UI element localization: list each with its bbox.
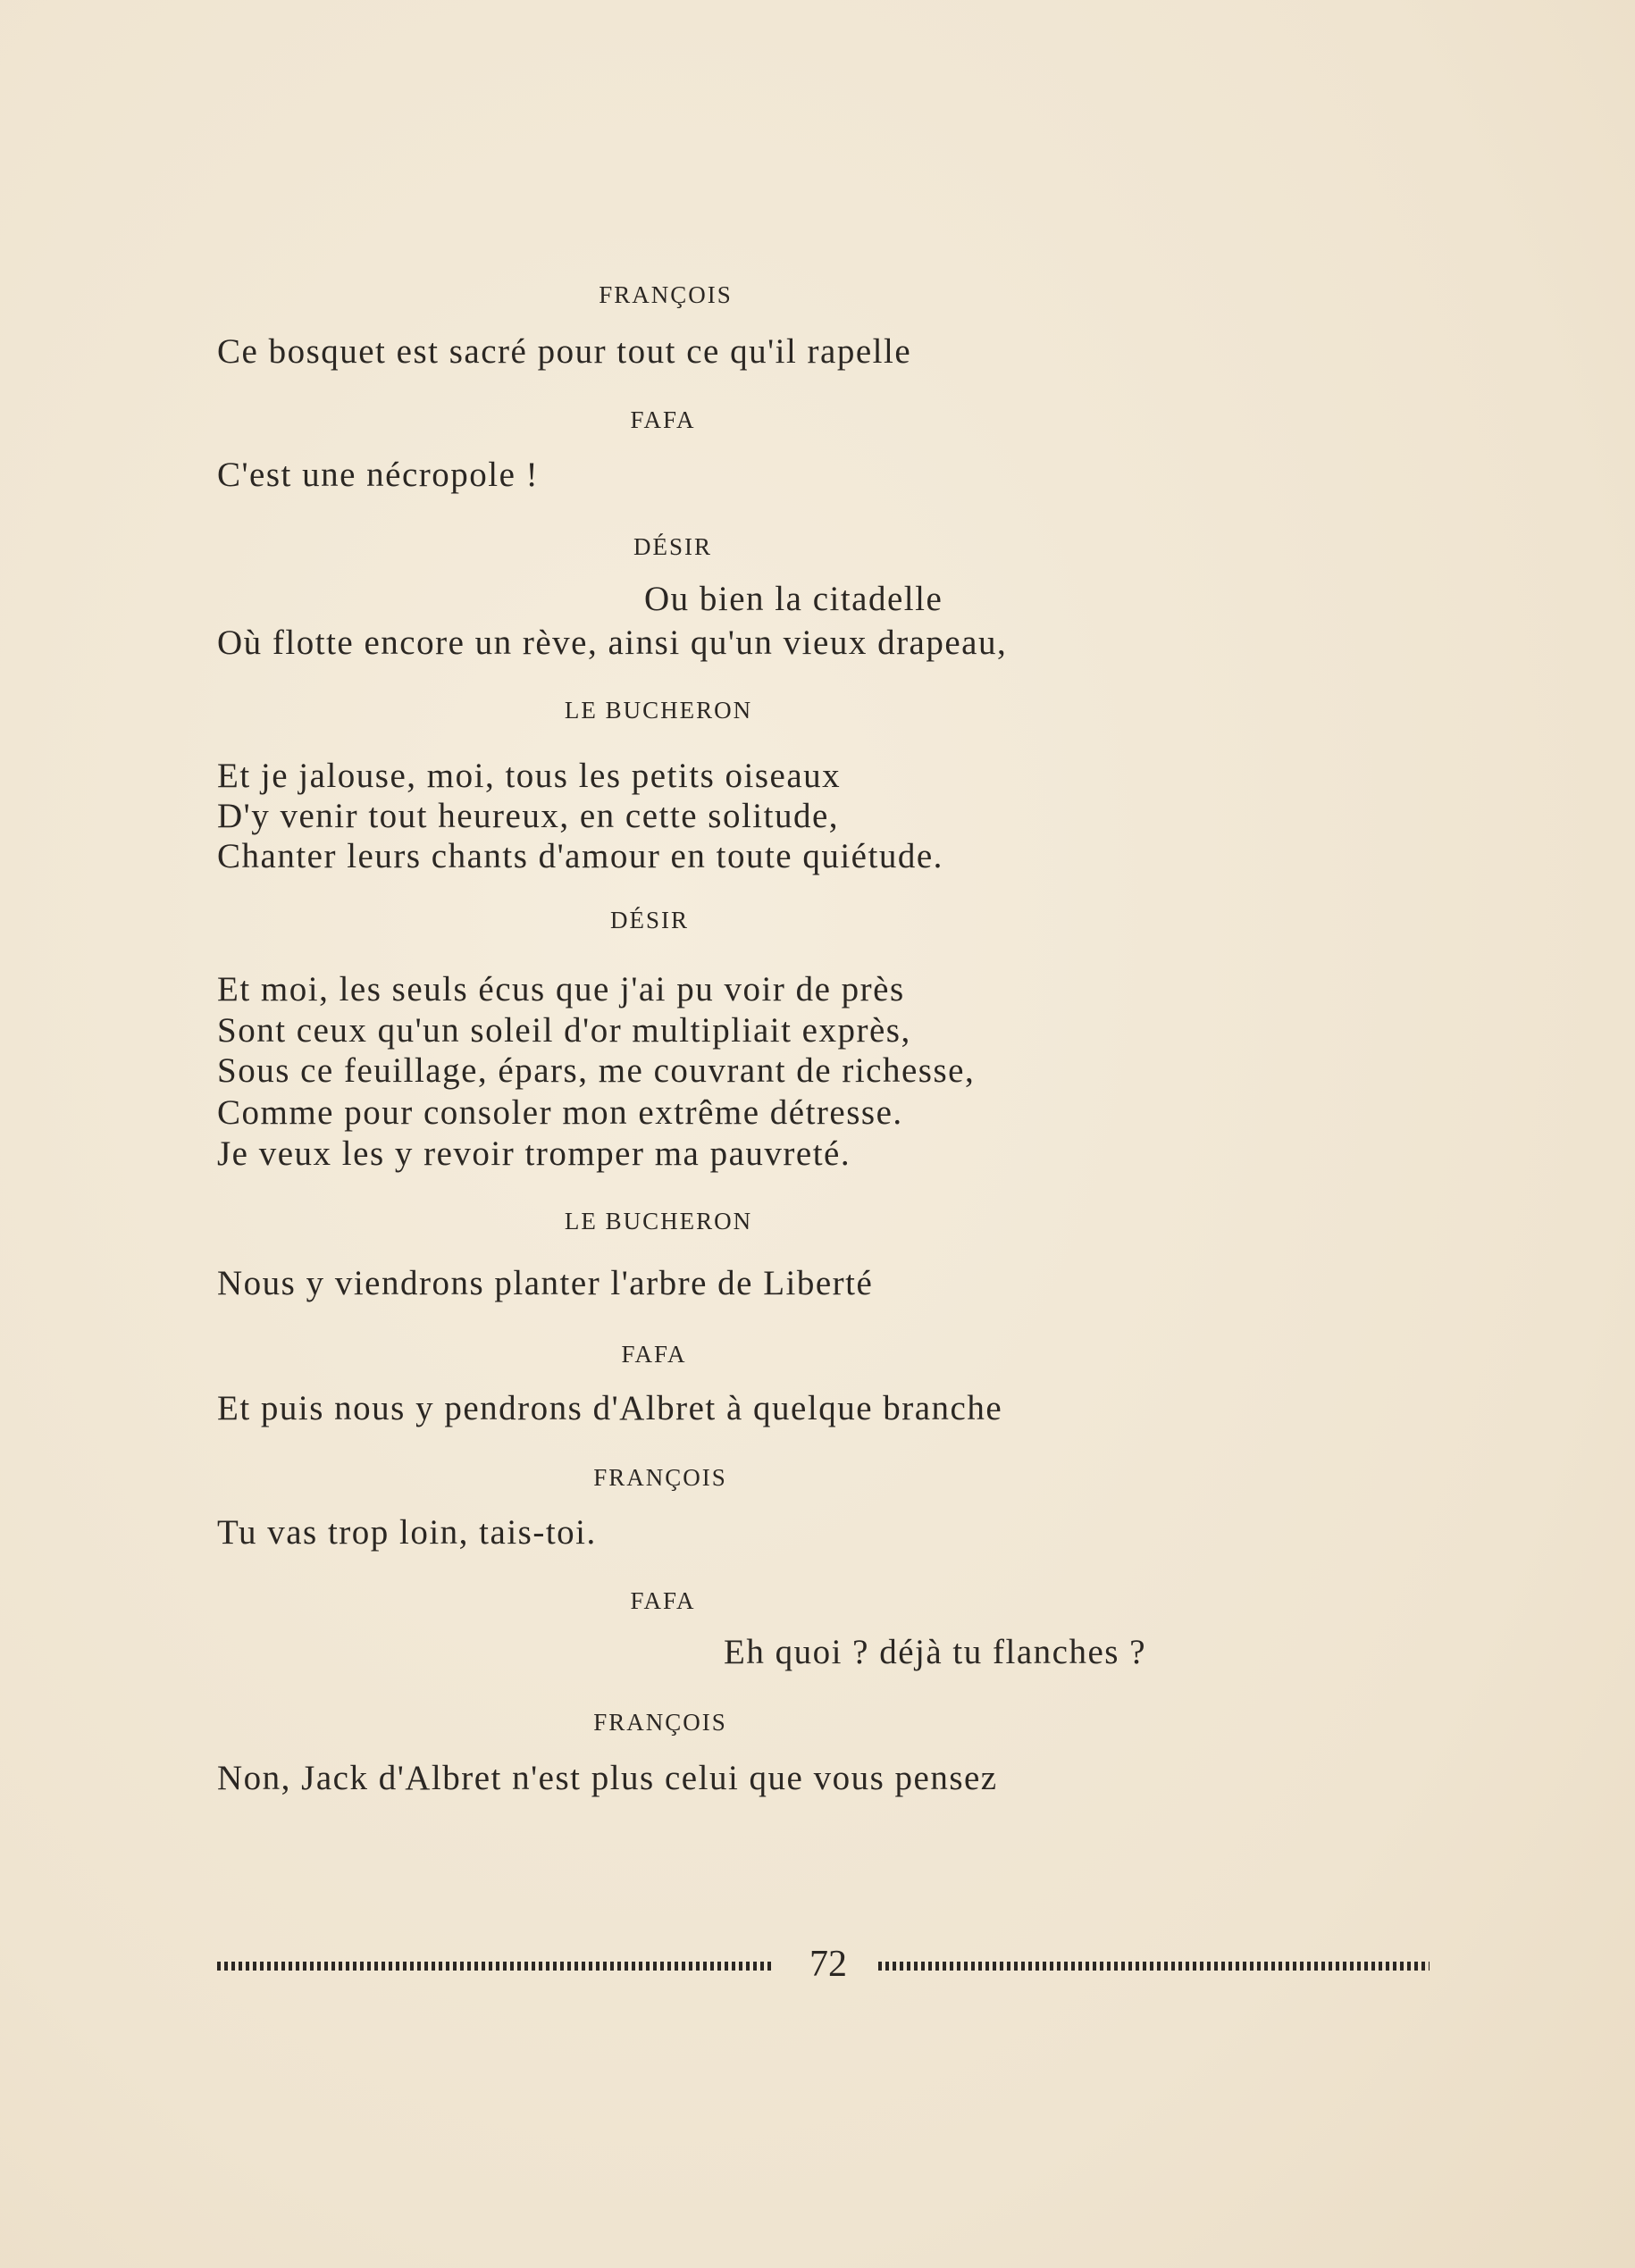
speaker-name: FRANÇOIS [593, 1709, 727, 1736]
speaker-name: DÉSIR [609, 907, 690, 933]
verse-line: Sont ceux qu'un soleil d'or multipliait exprès, [217, 1011, 911, 1050]
speaker-name: FRANÇOIS [599, 281, 733, 308]
verse-line: Eh quoi ? déjà tu flanches ? [724, 1633, 1146, 1671]
speaker-name: FAFA [621, 1341, 687, 1368]
verse-line: C'est une nécropole ! [217, 456, 540, 494]
verse-line: Non, Jack d'Albret n'est plus celui que vous pensez [217, 1759, 998, 1797]
verse-line: Comme pour consoler mon extrême détresse. [217, 1093, 903, 1132]
dotted-rule-left [217, 1962, 775, 1971]
verse-line: Et moi, les seuls écus que j'ai pu voir de près [217, 970, 905, 1008]
verse-line: Ce bosquet est sacré pour tout ce qu'il rapelle [217, 332, 912, 371]
verse-line: Et puis nous y pendrons d'Albret à quelque branche [217, 1389, 1003, 1427]
verse-line: Sous ce feuillage, épars, me couvrant de richesse, [217, 1051, 976, 1090]
page-number: 72 [809, 1944, 847, 1985]
verse-line: D'y venir tout heureux, en cette solitude, [217, 797, 840, 835]
verse-line: Tu vas trop loin, tais-toi. [217, 1513, 597, 1552]
verse-line: Et je jalouse, moi, tous les petits oiseaux [217, 757, 842, 795]
verse-line: Chanter leurs chants d'amour en toute quiétude. [217, 837, 943, 875]
dotted-rule-right [878, 1962, 1430, 1971]
verse-line: Je veux les y revoir tromper ma pauvreté. [217, 1134, 851, 1173]
speaker-name: FAFA [630, 406, 696, 433]
verse-line: Nous y viendrons planter l'arbre de Liberté [217, 1264, 874, 1302]
speaker-name: FRANÇOIS [593, 1464, 727, 1491]
speaker-name: DÉSIR [633, 533, 713, 560]
verse-line: Où flotte encore un rève, ainsi qu'un vieux drapeau, [217, 623, 1008, 662]
speaker-name: LE BUCHERON [564, 1208, 753, 1234]
speaker-name: LE BUCHERON [564, 697, 753, 724]
speaker-name: FAFA [630, 1587, 696, 1614]
verse-line: Ou bien la citadelle [644, 580, 943, 618]
